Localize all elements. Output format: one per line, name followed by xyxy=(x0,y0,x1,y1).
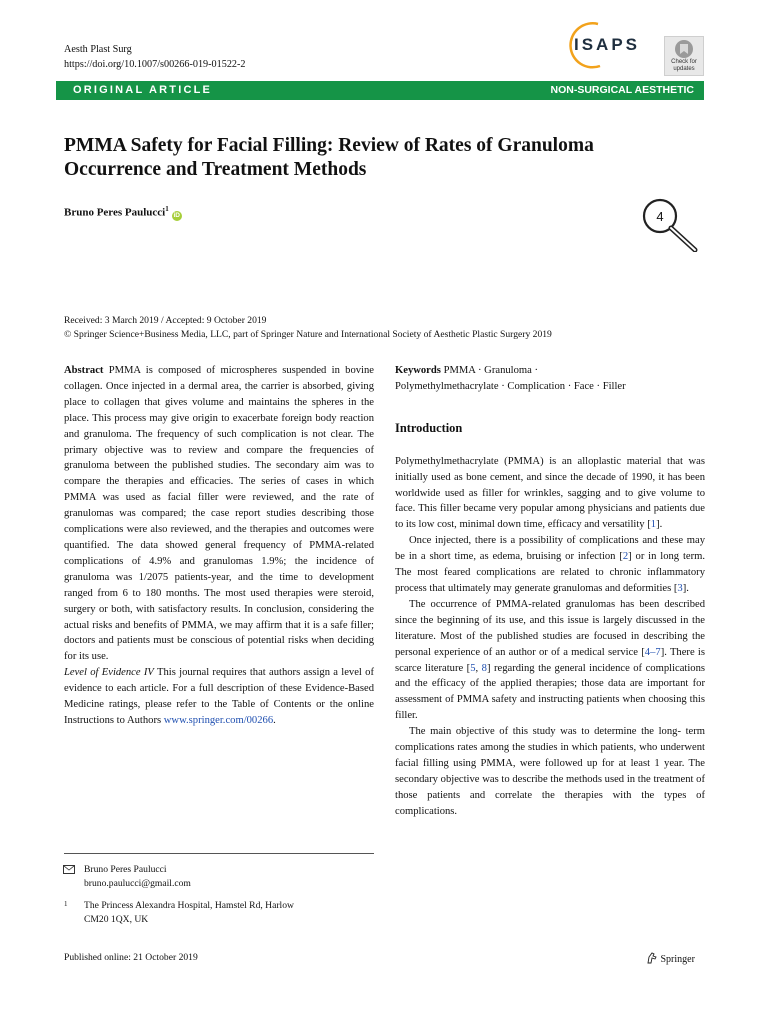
orcid-icon[interactable]: iD xyxy=(173,211,180,219)
bookmark-icon xyxy=(665,38,703,60)
author-line xyxy=(64,205,182,221)
abstract-column xyxy=(64,363,374,729)
evidence-level: 4 xyxy=(656,209,664,224)
intro-p3-b: ]. There is scarce literature [ xyxy=(395,646,705,674)
correspondence-email[interactable]: bruno.paulucci@gmail.com xyxy=(84,878,191,889)
intro-p3-a: The occurrence of PMMA-related granulomas has been described since the beginning of its use, and this issue is largely discussed in the literature. Most of the published studies are focused in describing the personal experience of an author or of a medical service [ xyxy=(395,598,705,658)
dates-block xyxy=(64,314,552,342)
affiliation-number: 1 xyxy=(64,900,68,908)
footnote-rule xyxy=(64,853,374,854)
springer-horse-icon xyxy=(646,952,658,964)
keywords-line1: PMMA · Granuloma · xyxy=(443,365,539,376)
isaps-logo xyxy=(556,22,646,70)
check-label-2: updates xyxy=(673,65,695,72)
intro-paragraph-4: The main objective of this study was to determine the long- term complications rates among the studies in which patients, who underwent facial filling using PMMA, were followed up for at least 1 year. The secondary objective was to describe the methods used in the treatment of those patients and correlate the therapies with the types of complications. xyxy=(395,726,705,817)
intro-paragraph-3 xyxy=(395,597,705,724)
doi-link[interactable]: https://doi.org/10.1007/s00266-019-01522-2 xyxy=(64,59,246,70)
introduction-heading: Introduction xyxy=(395,420,463,435)
keywords-line2: Polymethylmethacrylate · Complication · Face · Filler xyxy=(395,380,626,392)
check-for-updates-badge[interactable] xyxy=(664,36,704,76)
keywords-paragraph xyxy=(395,363,705,395)
copyright-line: © Springer Science+Business Media, LLC, part of Springer Nature and International Society of Aesthetic Plastic Surgery 2019 xyxy=(64,329,552,340)
springer-logo xyxy=(646,952,695,965)
publisher-name: Springer xyxy=(660,954,695,965)
isaps-logo-text: ISAPS xyxy=(574,35,641,54)
received-line: Received: 3 March 2019 / Accepted: 9 October 2019 xyxy=(64,315,267,326)
intro-p2-b: ] or in long term. The most feared complications are related to chronic inflammatory process that ultimately may generate granulomas and deformities [ xyxy=(395,551,706,594)
author-sup: 1 xyxy=(165,205,169,213)
affiliation xyxy=(64,899,294,927)
affiliation-line2: CM20 1QX, UK xyxy=(84,914,149,925)
intro-p1-b: ]. xyxy=(656,519,663,531)
abstract-label: Abstract xyxy=(64,365,104,376)
intro-p2-c: ]. xyxy=(682,582,689,594)
correspondence-name: Bruno Peres Paulucci xyxy=(84,864,167,875)
ref-8[interactable]: 8 xyxy=(481,662,487,674)
intro-paragraph-2 xyxy=(395,533,705,597)
article-title: PMMA Safety for Facial Filling: Review of Rates of Granuloma Occurrence and Treatment Methods xyxy=(64,135,594,180)
intro-p2-a: Once injected, there is a possibility of complications and these may be in a short time, as edema, bruising or infection [ xyxy=(395,535,705,563)
abstract-text: PMMA is composed of microspheres suspended in bovine collagen. Once injected in a dermal area, the carrier is absorbed, giving place to collagen that gives volume and maintains the spheres in the place. This process may give origin to exacerbate foreign body reaction and granuloma. The frequency of such complication is not clear. The primary objective was to review and compare the frequencies of granuloma between the published studies. The secondary aim was to compare the therapies and efficacies. The series of cases in which PMMA was used as facial filler were reviewed, and the rate of granulomas was compared; the case report studies describing those complications were also reviewed, and the therapies and outcomes were quantified. The data showed general frequency of PMMA-related complications of 4.9% and granulomas 1.9%; the incidence of granuloma was 1/2075 patients-year, and the time to development ranged from 6 to 180 months. The most used therapies were steroid, surgery or both, with satisfactory results. In conclusion, considering the actual risks and benefits of PMMA, we may affirm that it is a safe filler; doctors and patients must be conscious of potential risks when deciding for its use. xyxy=(64,365,374,663)
intro-p3-sep: , xyxy=(475,662,482,674)
keywords-label: Keywords xyxy=(395,365,441,376)
banner-right: NON-SURGICAL AESTHETIC xyxy=(550,84,694,96)
affiliation-line1: The Princess Alexandra Hospital, Hamstel Rd, Harlow xyxy=(84,900,294,911)
intro-p1-a: Polymethylmethacrylate (PMMA) is an alloplastic material that was initially used as bone cement, and since the decade of 1990, it has been worldwide used as filler for wrinkles, sagging and to give volume to face. This filler became very popular among physicians and patients due to its low cost, minimal down time, efficacy and versatility [ xyxy=(395,455,705,531)
correspondence xyxy=(64,863,191,891)
ref-1[interactable]: 1 xyxy=(650,519,657,531)
envelope-icon xyxy=(63,865,75,874)
published-online: Published online: 21 October 2019 xyxy=(64,952,198,963)
loe-text: This journal requires that authors assign a level of evidence to each article. For a full description of these Evidence-Based Medicine ratings, please refer to the Table of Contents or the online Instructions to Authors xyxy=(64,667,374,726)
loe-link[interactable]: www.springer.com/00266 xyxy=(163,714,274,726)
ref-5[interactable]: 5 xyxy=(470,662,476,674)
check-label-1: Check for xyxy=(671,59,697,65)
loe-end: . xyxy=(273,714,276,726)
journal-header xyxy=(64,42,246,72)
intro-paragraph-1 xyxy=(395,454,705,534)
right-column xyxy=(395,363,705,820)
journal-name: Aesth Plast Surg xyxy=(64,44,132,55)
author-name[interactable]: Bruno Peres Paulucci xyxy=(64,206,166,219)
loe-label: Level of Evidence IV xyxy=(64,667,154,679)
level-of-evidence-paragraph xyxy=(64,665,374,729)
banner-left: ORIGINAL ARTICLE xyxy=(73,83,213,96)
ref-4-7[interactable]: 4–7 xyxy=(644,646,661,658)
ref-2[interactable]: 2 xyxy=(622,551,629,563)
ref-3[interactable]: 3 xyxy=(677,582,683,594)
article-type-banner xyxy=(56,81,704,100)
magnifier-evidence-icon xyxy=(640,196,700,252)
abstract-paragraph xyxy=(64,363,374,665)
intro-p3-c: ] regarding the general incidence of complications and the efficacy of the applied therapies; those data are important for assessment of PMMA safety and instructing patients when choosing this filler. xyxy=(395,662,706,722)
